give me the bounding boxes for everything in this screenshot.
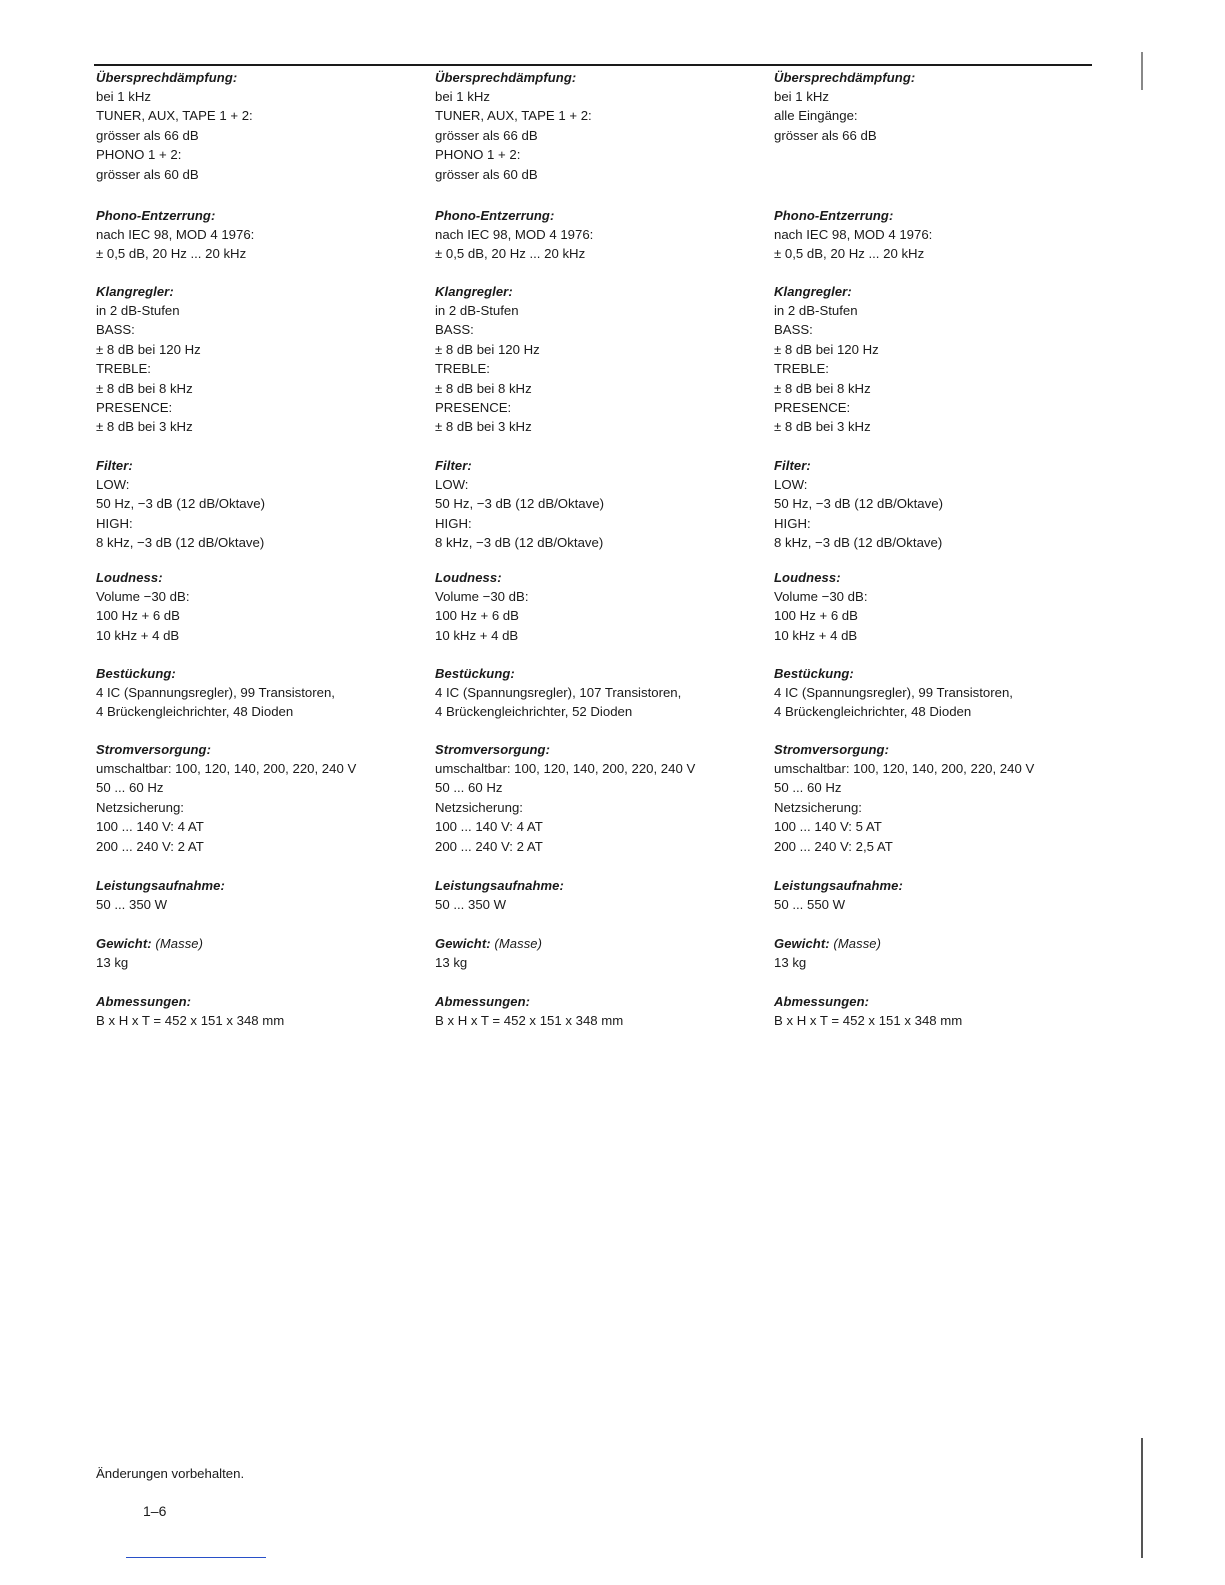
spec-section-klangregler xyxy=(774,282,1104,437)
spec-heading xyxy=(435,568,765,587)
spec-line: PRESENCE: xyxy=(774,400,851,416)
spec-line: LOW: xyxy=(96,477,130,492)
spec-heading-text: Phono-Entzerrung: xyxy=(774,208,894,223)
spec-line: nach IEC 98, MOD 4 1976: xyxy=(96,227,255,242)
spec-line: TREBLE: xyxy=(774,361,829,377)
spec-heading-text: Abmessungen: xyxy=(435,994,531,1009)
scan-artifact-line xyxy=(126,1557,266,1558)
spec-line: ± 8 dB bei 120 Hz xyxy=(96,341,201,357)
spec-heading-text: Filter: xyxy=(96,458,133,473)
spec-section-leistungsaufnahme xyxy=(774,876,1104,914)
spec-section-loudness xyxy=(96,568,426,645)
spec-heading-text: Gewicht: xyxy=(435,936,491,951)
spec-line: grösser als 60 dB xyxy=(96,166,199,182)
spec-line: 50 ... 550 W xyxy=(774,897,846,912)
spec-line: bei 1 kHz xyxy=(774,89,829,104)
spec-heading xyxy=(96,934,426,953)
spec-line: 4 Brückengleichrichter, 48 Dioden xyxy=(96,704,294,720)
spec-line: ± 8 dB bei 3 kHz xyxy=(435,419,532,435)
spec-line: Netzsicherung: xyxy=(774,799,862,815)
spec-heading-suffix: (Masse) xyxy=(155,936,204,951)
spec-line: ± 8 dB bei 8 kHz xyxy=(774,380,871,396)
spec-line: 13 kg xyxy=(96,955,129,970)
spec-line: 200 ... 240 V: 2 AT xyxy=(435,838,543,854)
spec-line: ± 8 dB bei 3 kHz xyxy=(774,419,871,435)
spec-heading xyxy=(774,68,1104,87)
spec-line: PRESENCE: xyxy=(96,400,173,416)
spec-section-uebersprechdaempfung xyxy=(96,68,426,184)
spec-section-uebersprechdaempfung xyxy=(435,68,765,184)
spec-heading-text: Gewicht: xyxy=(96,936,152,951)
spec-line: ± 0,5 dB, 20 Hz ... 20 kHz xyxy=(774,246,925,262)
spec-heading xyxy=(774,568,1104,587)
spec-heading-text: Klangregler: xyxy=(774,284,852,299)
spec-line: 13 kg xyxy=(774,955,807,970)
spec-heading xyxy=(774,740,1104,759)
spec-line: bei 1 kHz xyxy=(96,89,151,104)
spec-heading-text: Phono-Entzerrung: xyxy=(435,208,555,223)
spec-section-stromversorgung xyxy=(774,740,1104,856)
spec-line: nach IEC 98, MOD 4 1976: xyxy=(774,227,933,242)
spec-line: Volume −30 dB: xyxy=(96,589,190,604)
spec-line: PRESENCE: xyxy=(435,400,512,416)
spec-section-bestueckung xyxy=(774,664,1104,722)
spec-line: 200 ... 240 V: 2,5 AT xyxy=(774,838,893,854)
spec-line: 100 Hz + 6 dB xyxy=(774,608,858,624)
spec-section-abmessungen xyxy=(435,992,765,1030)
spec-line: umschaltbar: 100, 120, 140, 200, 220, 240 V xyxy=(774,761,1035,776)
spec-line: HIGH: xyxy=(774,515,811,531)
spec-heading xyxy=(96,992,426,1011)
spec-line: bei 1 kHz xyxy=(435,89,490,104)
spec-section-phono-entzerrung xyxy=(774,206,1104,264)
spec-heading-text: Stromversorgung: xyxy=(774,742,890,757)
spec-heading-text: Stromversorgung: xyxy=(435,742,551,757)
spec-line: umschaltbar: 100, 120, 140, 200, 220, 240 V xyxy=(435,761,696,776)
spec-line: 50 Hz, −3 dB (12 dB/Oktave) xyxy=(96,496,265,512)
spec-line: 50 ... 350 W xyxy=(435,897,507,912)
spec-heading-text: Leistungsaufnahme: xyxy=(774,878,903,893)
spec-line: BASS: xyxy=(774,322,813,338)
spec-heading-text: Übersprechdämpfung: xyxy=(774,70,916,85)
spec-section-phono-entzerrung xyxy=(96,206,426,264)
spec-section-leistungsaufnahme xyxy=(96,876,426,914)
spec-heading xyxy=(435,206,765,225)
spec-heading xyxy=(774,282,1104,301)
spec-section-phono-entzerrung xyxy=(435,206,765,264)
spec-line: umschaltbar: 100, 120, 140, 200, 220, 240 V xyxy=(96,761,357,776)
spec-line: in 2 dB-Stufen xyxy=(774,303,858,318)
spec-line: 100 Hz + 6 dB xyxy=(96,608,180,624)
spec-heading xyxy=(96,206,426,225)
spec-line: 50 Hz, −3 dB (12 dB/Oktave) xyxy=(774,496,943,512)
spec-line: 10 kHz + 4 dB xyxy=(96,627,180,643)
spec-heading-suffix: (Masse) xyxy=(494,936,543,951)
spec-heading xyxy=(96,740,426,759)
spec-line: 4 Brückengleichrichter, 52 Dioden xyxy=(435,704,633,720)
spec-heading-text: Abmessungen: xyxy=(774,994,870,1009)
spec-line: 10 kHz + 4 dB xyxy=(774,627,858,643)
spec-section-leistungsaufnahme xyxy=(435,876,765,914)
spec-heading xyxy=(774,934,1104,953)
spec-section-filter xyxy=(96,456,426,553)
spec-line: 100 Hz + 6 dB xyxy=(435,608,519,624)
spec-line: 8 kHz, −3 dB (12 dB/Oktave) xyxy=(435,535,604,551)
spec-section-klangregler xyxy=(435,282,765,437)
spec-heading-text: Bestückung: xyxy=(774,666,854,681)
spec-line: 100 ... 140 V: 5 AT xyxy=(774,819,882,835)
spec-line: 4 IC (Spannungsregler), 99 Transistoren, xyxy=(774,685,1013,700)
spec-line: 200 ... 240 V: 2 AT xyxy=(96,838,204,854)
spec-heading xyxy=(96,568,426,587)
spec-line: 10 kHz + 4 dB xyxy=(435,627,519,643)
spec-line: LOW: xyxy=(774,477,808,492)
spec-heading-text: Loudness: xyxy=(435,570,502,585)
spec-line: 8 kHz, −3 dB (12 dB/Oktave) xyxy=(774,535,943,551)
spec-heading xyxy=(435,934,765,953)
spec-section-stromversorgung xyxy=(96,740,426,856)
spec-line: B x H x T = 452 x 151 x 348 mm xyxy=(435,1013,624,1028)
spec-line: PHONO 1 + 2: xyxy=(435,147,521,163)
spec-heading xyxy=(774,664,1104,683)
spec-line: grösser als 66 dB xyxy=(96,127,199,143)
spec-heading xyxy=(96,664,426,683)
spec-heading xyxy=(774,206,1104,225)
spec-line: in 2 dB-Stufen xyxy=(96,303,180,318)
spec-line: ± 8 dB bei 8 kHz xyxy=(435,380,532,396)
spec-heading xyxy=(96,456,426,475)
spec-heading-text: Phono-Entzerrung: xyxy=(96,208,216,223)
spec-heading xyxy=(435,68,765,87)
spec-heading-text: Gewicht: xyxy=(774,936,830,951)
spec-line: 100 ... 140 V: 4 AT xyxy=(435,819,543,835)
spec-line: TREBLE: xyxy=(96,361,151,377)
spec-line: ± 0,5 dB, 20 Hz ... 20 kHz xyxy=(96,246,247,262)
spec-heading xyxy=(435,664,765,683)
spec-line: TREBLE: xyxy=(435,361,490,377)
spec-section-loudness xyxy=(435,568,765,645)
spec-section-filter xyxy=(435,456,765,553)
spec-heading-text: Übersprechdämpfung: xyxy=(435,70,577,85)
spec-heading-text: Abmessungen: xyxy=(96,994,192,1009)
spec-line: Volume −30 dB: xyxy=(774,589,868,604)
spec-heading xyxy=(435,282,765,301)
spec-line: HIGH: xyxy=(435,515,472,531)
footer-note: Änderungen vorbehalten. xyxy=(96,1466,245,1481)
top-rule xyxy=(94,64,1092,66)
spec-section-gewicht xyxy=(774,934,1104,972)
spec-heading-text: Bestückung: xyxy=(435,666,515,681)
spec-line: ± 0,5 dB, 20 Hz ... 20 kHz xyxy=(435,246,586,262)
spec-line: 8 kHz, −3 dB (12 dB/Oktave) xyxy=(96,535,265,551)
spec-section-bestueckung xyxy=(96,664,426,722)
spec-section-abmessungen xyxy=(96,992,426,1030)
spec-line: 4 IC (Spannungsregler), 99 Transistoren, xyxy=(96,685,335,700)
spec-heading xyxy=(435,740,765,759)
spec-line: HIGH: xyxy=(96,515,133,531)
spec-heading-text: Leistungsaufnahme: xyxy=(435,878,564,893)
spec-section-gewicht xyxy=(435,934,765,972)
spec-heading-text: Loudness: xyxy=(96,570,163,585)
spec-line: Netzsicherung: xyxy=(96,799,184,815)
spec-heading-text: Leistungsaufnahme: xyxy=(96,878,225,893)
spec-line: 100 ... 140 V: 4 AT xyxy=(96,819,204,835)
spec-line: ± 8 dB bei 3 kHz xyxy=(96,419,193,435)
spec-line: 50 ... 350 W xyxy=(96,897,168,912)
spec-section-abmessungen xyxy=(774,992,1104,1030)
spec-line: BASS: xyxy=(96,322,135,338)
spec-section-gewicht xyxy=(96,934,426,972)
spec-line: grösser als 60 dB xyxy=(435,166,538,182)
spec-heading xyxy=(774,876,1104,895)
spec-heading xyxy=(435,876,765,895)
spec-heading-text: Stromversorgung: xyxy=(96,742,212,757)
spec-heading-suffix: (Masse) xyxy=(833,936,882,951)
spec-line: in 2 dB-Stufen xyxy=(435,303,519,318)
spec-heading-text: Loudness: xyxy=(774,570,841,585)
spec-line: ± 8 dB bei 120 Hz xyxy=(774,341,879,357)
spec-section-klangregler xyxy=(96,282,426,437)
spec-line: nach IEC 98, MOD 4 1976: xyxy=(435,227,594,242)
spec-line: B x H x T = 452 x 151 x 348 mm xyxy=(774,1013,963,1028)
spec-line: 50 ... 60 Hz xyxy=(96,780,164,796)
spec-line: 50 ... 60 Hz xyxy=(435,780,503,796)
spec-section-filter xyxy=(774,456,1104,553)
spec-line: Volume −30 dB: xyxy=(435,589,529,604)
spec-section-bestueckung xyxy=(435,664,765,722)
page-number: 1–6 xyxy=(143,1503,167,1519)
spec-heading xyxy=(435,992,765,1011)
spec-section-loudness xyxy=(774,568,1104,645)
spec-heading-text: Filter: xyxy=(774,458,811,473)
spec-line: 13 kg xyxy=(435,955,468,970)
spec-heading xyxy=(96,876,426,895)
spec-line: B x H x T = 452 x 151 x 348 mm xyxy=(96,1013,285,1028)
spec-line: grösser als 66 dB xyxy=(774,127,877,143)
spec-line: ± 8 dB bei 8 kHz xyxy=(96,380,193,396)
spec-heading xyxy=(96,282,426,301)
spec-heading-text: Klangregler: xyxy=(435,284,513,299)
spec-line: 50 ... 60 Hz xyxy=(774,780,842,796)
spec-line: 4 IC (Spannungsregler), 107 Transistoren, xyxy=(435,685,682,700)
spec-heading xyxy=(774,992,1104,1011)
spec-heading-text: Klangregler: xyxy=(96,284,174,299)
spec-line: alle Eingänge: xyxy=(774,108,858,124)
spec-section-stromversorgung xyxy=(435,740,765,856)
spec-heading-text: Übersprechdämpfung: xyxy=(96,70,238,85)
spec-line: 4 Brückengleichrichter, 48 Dioden xyxy=(774,704,972,720)
scan-edge-mark xyxy=(1141,52,1143,90)
scan-edge-mark xyxy=(1141,1438,1143,1558)
spec-heading-text: Bestückung: xyxy=(96,666,176,681)
spec-line: Netzsicherung: xyxy=(435,799,523,815)
spec-heading-text: Filter: xyxy=(435,458,472,473)
spec-line: 50 Hz, −3 dB (12 dB/Oktave) xyxy=(435,496,604,512)
spec-line: TUNER, AUX, TAPE 1 + 2: xyxy=(96,108,253,124)
spec-line: TUNER, AUX, TAPE 1 + 2: xyxy=(435,108,592,124)
spec-line: LOW: xyxy=(435,477,469,492)
spec-line: PHONO 1 + 2: xyxy=(96,147,182,163)
spec-section-uebersprechdaempfung xyxy=(774,68,1104,145)
spec-heading xyxy=(774,456,1104,475)
spec-line: grösser als 66 dB xyxy=(435,127,538,143)
spec-line: BASS: xyxy=(435,322,474,338)
spec-heading xyxy=(435,456,765,475)
spec-heading xyxy=(96,68,426,87)
spec-line: ± 8 dB bei 120 Hz xyxy=(435,341,540,357)
